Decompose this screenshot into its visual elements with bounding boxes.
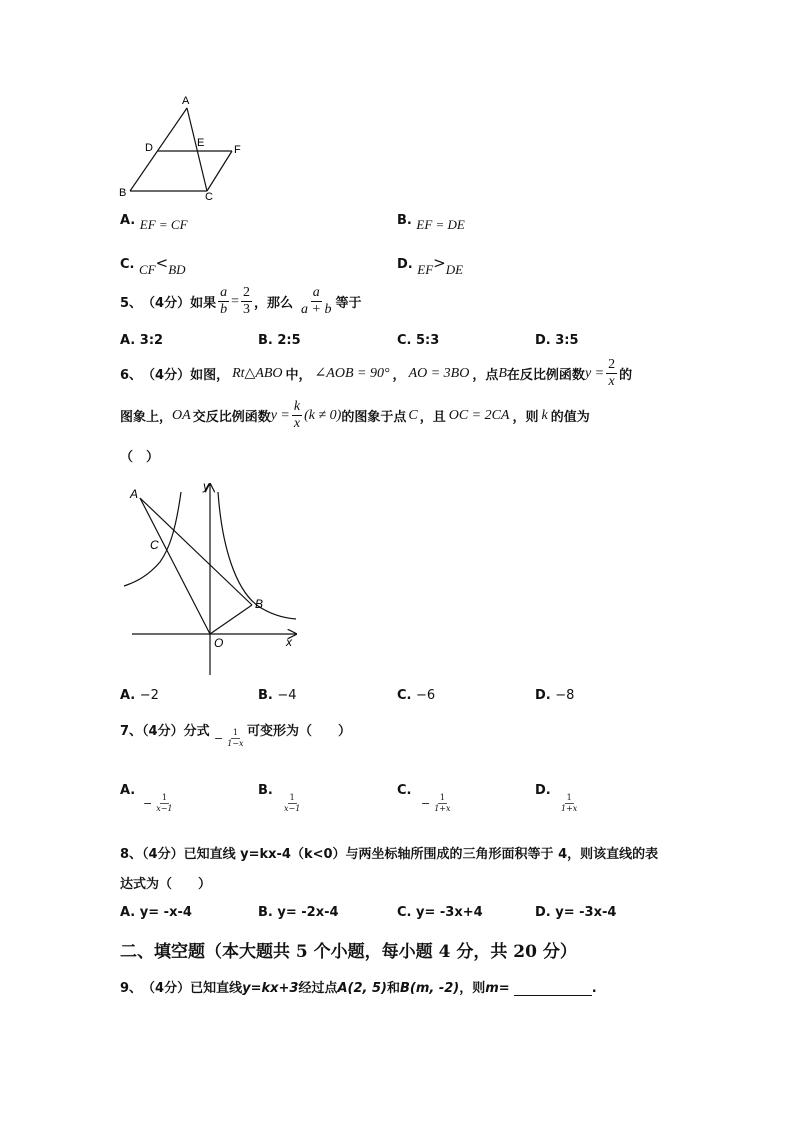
label-e: E bbox=[197, 137, 205, 149]
q6-text3: ， bbox=[392, 368, 406, 383]
q4-option-d[interactable] bbox=[397, 254, 464, 277]
q9-period: . bbox=[591, 981, 597, 996]
q9-text3: 和 bbox=[386, 981, 400, 996]
q5-option-b-label: B. bbox=[258, 333, 273, 348]
q9-stem bbox=[120, 977, 597, 996]
q9-math-line: y=kx+3 bbox=[242, 981, 299, 996]
q8-option-c[interactable] bbox=[397, 905, 483, 920]
q6-option-d[interactable] bbox=[535, 688, 574, 703]
q5-fraction-2-over-3: $\frac{2}{3}$ bbox=[243, 285, 251, 317]
q6-option-c[interactable] bbox=[397, 688, 435, 703]
q6-option-a-label: A. bbox=[120, 688, 136, 703]
q9-math-point-a: A(2, 5) bbox=[337, 981, 387, 996]
q8-stem-line1 bbox=[120, 843, 658, 862]
q8-option-c-label: C. bbox=[397, 905, 412, 920]
q8-number: 8、 bbox=[120, 847, 143, 862]
q5-option-c-label: C. bbox=[397, 333, 412, 348]
q4-option-d-left: EF bbox=[417, 262, 434, 277]
q9-text1: 已知直线 bbox=[190, 981, 243, 996]
q7-stem bbox=[120, 720, 210, 739]
q8-option-d[interactable] bbox=[535, 905, 616, 920]
label-a: A bbox=[130, 487, 139, 501]
q6-math-oc: OC = 2CA bbox=[448, 407, 510, 423]
q7-text2: 可变形为（ ） bbox=[247, 724, 352, 739]
q4-option-c-right: BD bbox=[168, 262, 186, 277]
q5-option-a-label: A. bbox=[120, 333, 136, 348]
q7-option-b-fraction bbox=[280, 794, 304, 813]
q4-option-c-sym: < bbox=[155, 254, 169, 272]
q6-math-y: y = bbox=[584, 365, 605, 381]
q6-math-c: C bbox=[408, 407, 418, 423]
q6-score: （4分） bbox=[142, 368, 191, 383]
q6-math-k-nonzero: (k ≠ 0) bbox=[304, 407, 342, 423]
label-b: B bbox=[255, 597, 264, 611]
q7-option-c-frac: $\frac{1}{1+x}$ bbox=[434, 793, 451, 813]
segment-ob bbox=[210, 605, 252, 634]
q6-option-a[interactable] bbox=[120, 688, 159, 703]
q6-stem-line1 bbox=[120, 358, 632, 389]
q7-option-c-label[interactable]: C. bbox=[397, 783, 412, 798]
q6-answer-paren: （ ） bbox=[120, 450, 160, 465]
q6-math-y2: y = bbox=[270, 407, 290, 423]
q4-option-d-label: D. bbox=[397, 257, 413, 272]
q9-math-m: m= bbox=[485, 981, 510, 996]
q6-text12: 的值为 bbox=[550, 410, 590, 425]
q6-math-ao: AO = 3BO bbox=[408, 365, 470, 381]
q7-option-d-label[interactable]: D. bbox=[535, 783, 551, 798]
label-y: y bbox=[203, 479, 209, 493]
q6-option-b-label: B. bbox=[258, 688, 273, 703]
q8-score: （4分） bbox=[142, 847, 184, 862]
q6-option-c-text: −6 bbox=[416, 688, 436, 703]
label-o: O bbox=[214, 636, 224, 650]
q6-number: 6、 bbox=[120, 368, 143, 383]
q4-option-d-right: DE bbox=[445, 262, 464, 277]
q7-minus-sign: − bbox=[214, 732, 224, 745]
q4-geometry-figure bbox=[110, 90, 260, 205]
q8-option-a-text: y= -x-4 bbox=[139, 905, 192, 920]
q6-math-oa: OA bbox=[172, 407, 191, 423]
q5-fraction-a-over-b: $\frac{a}{b}$ bbox=[220, 285, 228, 317]
q6-fraction-k-over-x: $\frac{k}{x}$ bbox=[293, 399, 301, 431]
q8-option-b[interactable] bbox=[258, 905, 339, 920]
q5-option-b-text: 2:5 bbox=[277, 333, 301, 348]
q4-option-a-label: A. bbox=[120, 213, 136, 228]
q5-option-a[interactable] bbox=[120, 333, 163, 348]
q4-option-b-label: B. bbox=[397, 213, 412, 228]
q9-number: 9、 bbox=[120, 981, 143, 996]
label-x: x bbox=[286, 635, 292, 649]
q6-option-b[interactable] bbox=[258, 688, 297, 703]
q6-option-d-label: D. bbox=[535, 688, 551, 703]
q6-math-b: B bbox=[498, 365, 507, 381]
q9-score: （4分） bbox=[142, 981, 191, 996]
q7-option-d-frac: $\frac{1}{1+x}$ bbox=[561, 793, 578, 813]
q7-option-a-fraction bbox=[143, 794, 177, 813]
q5-score: （4分） bbox=[142, 296, 191, 311]
q5-option-d[interactable] bbox=[535, 333, 579, 348]
q8-option-c-text: y= -3x+4 bbox=[416, 905, 483, 920]
segment-ao bbox=[140, 498, 210, 634]
segment-ac bbox=[187, 108, 207, 191]
q8-option-b-text: y= -2x-4 bbox=[277, 905, 339, 920]
q6-text1: 如图， bbox=[190, 368, 230, 383]
q7-number: 7、 bbox=[120, 724, 143, 739]
section-2-heading: 二、填空题（本大题共 5 个小题，每小题 4 分，共 20 分） bbox=[120, 942, 577, 962]
q6-option-b-text: −4 bbox=[277, 688, 297, 703]
q9-math-point-b: B(m, -2) bbox=[399, 981, 460, 996]
q6-stem-line2 bbox=[120, 400, 590, 431]
q4-option-a-text: EF = CF bbox=[139, 217, 188, 232]
q6-text9: 的图象于点 bbox=[341, 410, 407, 425]
q7-option-a-label[interactable]: A. bbox=[120, 783, 136, 798]
q4-option-d-sym: > bbox=[433, 254, 446, 272]
q5-option-a-text: 3:2 bbox=[139, 333, 164, 348]
q6-text2: 中， bbox=[285, 368, 312, 383]
q5-option-d-text: 3:5 bbox=[555, 333, 579, 348]
q4-option-b[interactable] bbox=[397, 212, 465, 232]
q5-text1: 如果 bbox=[190, 296, 217, 311]
q7-fraction bbox=[214, 729, 248, 748]
q5-text3: 等于 bbox=[335, 296, 362, 311]
q6-math-angle: ∠AOB = 90° bbox=[314, 366, 390, 381]
q6-option-c-label: C. bbox=[397, 688, 412, 703]
segment-fc bbox=[207, 151, 232, 191]
q5-equals: = bbox=[231, 293, 240, 309]
q7-option-a-frac: $\frac{1}{x-1}$ bbox=[156, 793, 173, 813]
label-a: A bbox=[182, 95, 190, 107]
q6-text10: ，且 bbox=[419, 410, 446, 425]
q5-option-c-text: 5:3 bbox=[416, 333, 440, 348]
q7-option-b-frac: $\frac{1}{x-1}$ bbox=[284, 793, 301, 813]
q6-coordinate-figure bbox=[118, 478, 303, 678]
q6-option-a-text: −2 bbox=[139, 688, 159, 703]
q6-math-triangle: Rt△ABO bbox=[232, 366, 283, 381]
q7-option-a-sign: − bbox=[143, 797, 153, 810]
segment-ab bbox=[130, 108, 187, 191]
q6-text5: 在反比例函数 bbox=[506, 368, 585, 383]
q8-option-b-label: B. bbox=[258, 905, 273, 920]
label-f: F bbox=[234, 144, 241, 156]
q6-text4: ，点 bbox=[472, 368, 499, 383]
q6-text8: 交反比例函数 bbox=[192, 410, 271, 425]
q5-option-c[interactable] bbox=[397, 333, 439, 348]
q8-option-d-text: y= -3x-4 bbox=[555, 905, 617, 920]
q5-option-b[interactable] bbox=[258, 333, 301, 348]
q8-stem-line2: 达式为（ ） bbox=[120, 877, 212, 892]
q7-score: （4分） bbox=[142, 724, 184, 739]
q6-text11: ，则 bbox=[512, 410, 539, 425]
q6-text7: 图象上， bbox=[120, 410, 173, 425]
q6-fraction-2-over-x: $\frac{2}{x}$ bbox=[608, 357, 616, 389]
label-c: C bbox=[205, 191, 213, 203]
q5-text2: ，那么 bbox=[254, 296, 294, 311]
label-d: D bbox=[145, 142, 153, 154]
q5-fraction-a-over-a-plus-b: $\frac{a}{a + b}$ bbox=[301, 285, 332, 317]
q8-option-a[interactable] bbox=[120, 905, 192, 920]
q7-option-c-fraction bbox=[421, 794, 455, 813]
q6-text6: 的 bbox=[619, 368, 633, 383]
q5-option-d-label: D. bbox=[535, 333, 551, 348]
q7-option-d-fraction bbox=[557, 794, 581, 813]
q7-option-c-sign: − bbox=[421, 797, 431, 810]
q5-stem bbox=[120, 286, 362, 317]
q4-option-a[interactable] bbox=[120, 212, 188, 232]
q5-number: 5、 bbox=[120, 296, 143, 311]
label-c: C bbox=[150, 538, 159, 552]
q7-text: 分式 bbox=[183, 724, 210, 739]
label-b: B bbox=[119, 187, 127, 199]
q4-option-c-left: CF bbox=[139, 262, 156, 277]
q9-text2: 经过点 bbox=[298, 981, 338, 996]
q9-text4: ，则 bbox=[459, 981, 486, 996]
q6-option-d-text: −8 bbox=[555, 688, 575, 703]
q4-option-b-text: EF = DE bbox=[416, 217, 465, 232]
q8-option-d-label: D. bbox=[535, 905, 551, 920]
q9-answer-blank[interactable] bbox=[514, 983, 592, 996]
q8-option-a-label: A. bbox=[120, 905, 136, 920]
q7-option-b-label[interactable]: B. bbox=[258, 783, 273, 798]
q4-option-c[interactable] bbox=[120, 254, 186, 277]
q4-option-c-label: C. bbox=[120, 257, 135, 272]
q6-math-k: k bbox=[541, 407, 548, 423]
q7-fraction-1-over-1-minus-x: $\frac{1}{1-x}$ bbox=[227, 728, 244, 748]
q8-line1: 已知直线 y=kx-4（k<0）与两坐标轴所围成的三角形面积等于 4，则该直线的表 bbox=[183, 847, 659, 862]
